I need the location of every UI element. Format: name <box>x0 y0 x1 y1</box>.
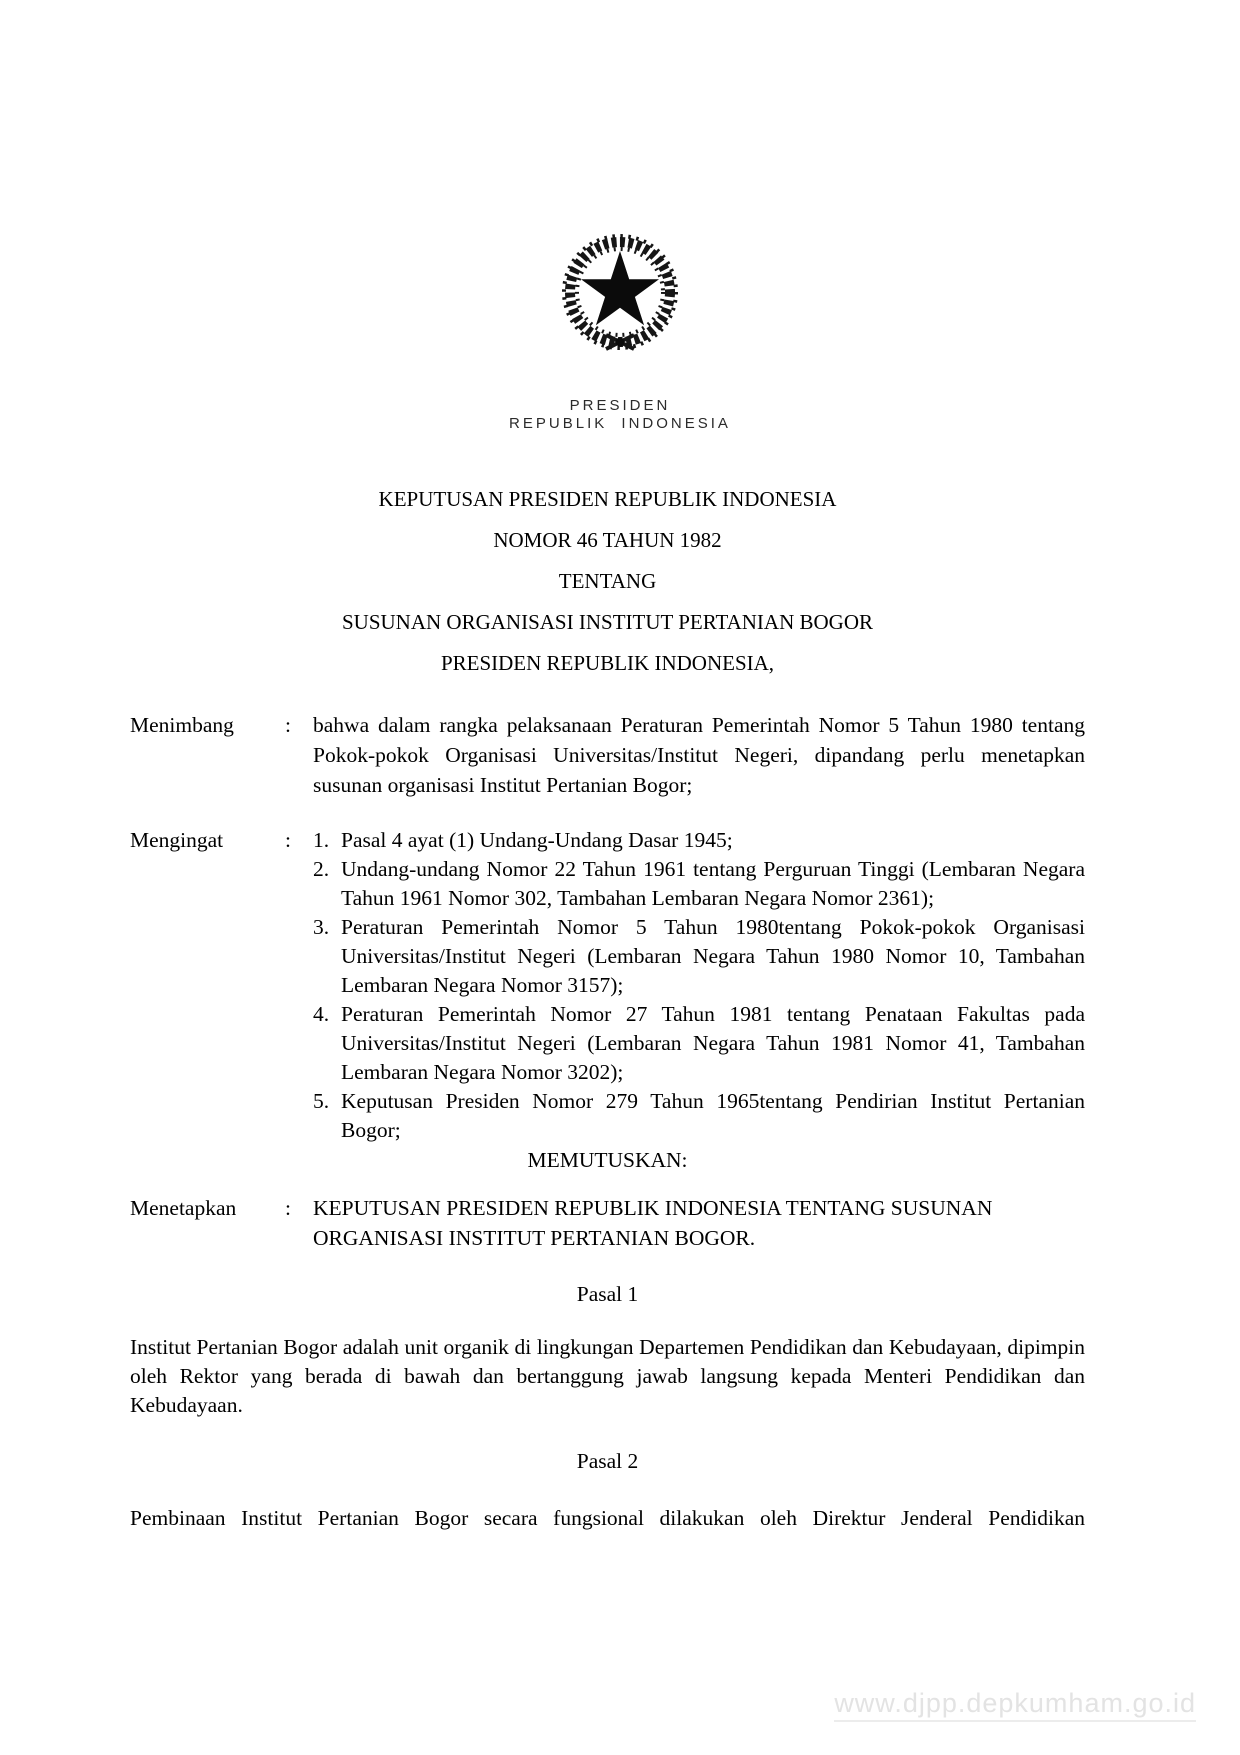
menimbang-colon: : <box>285 713 291 737</box>
watermark-url: www.djpp.depkumham.go.id <box>834 1688 1196 1722</box>
presidential-emblem <box>545 222 695 377</box>
menimbang-text: bahwa dalam rangka pelaksanaan Peraturan Pemerintah Nomor 5 Tahun 1980 tentang Pokok-pokok Organisasi Universitas/Institut Negeri, dipandang perlu menetapkan susunan organisasi Institut Pertanian Bogor; <box>313 713 1085 797</box>
mengingat-label: Mengingat <box>130 828 224 852</box>
letterhead-presiden: PRESIDEN <box>569 397 671 414</box>
decree-subject: SUSUNAN ORGANISASI INSTITUT PERTANIAN BOGOR <box>341 610 874 634</box>
menimbang-section <box>130 710 1085 800</box>
mengingat-section <box>130 826 1085 1145</box>
decree-title: KEPUTUSAN PRESIDEN REPUBLIK INDONESIA <box>378 487 837 511</box>
pasal-body: Pembinaan Institut Pertanian Bogor secara fungsional dilakukan oleh Direktur Jenderal Pendidikan <box>130 1506 1085 1530</box>
pasal-heading: Pasal 1 <box>576 1282 639 1306</box>
list-item <box>313 913 1085 1000</box>
list-item-number: 3. <box>313 915 330 939</box>
decree-issuer: PRESIDEN REPUBLIK INDONESIA, <box>440 651 775 675</box>
mengingat-list <box>313 826 1085 1145</box>
list-item-text: Keputusan Presiden Nomor 279 Tahun 1965tentang Pendirian Institut Pertanian Bogor; <box>341 1089 1085 1142</box>
pasal-body: Institut Pertanian Bogor adalah unit organik di lingkungan Departemen Pendidikan dan Kebudayaan, dipimpin oleh Rektor yang berada di bawah dan bertanggung jawab langsung kepada Menteri Pendidikan dan Kebudayaan. <box>130 1335 1085 1417</box>
article-pasal-2 <box>130 1446 1085 1533</box>
menetapkan-text: KEPUTUSAN PRESIDEN REPUBLIK INDONESIA TENTANG SUSUNAN ORGANISASI INSTITUT PERTANIAN BOGOR. <box>313 1196 993 1250</box>
list-item-number: 2. <box>313 857 330 881</box>
title-block <box>130 479 1085 684</box>
decree-tentang: TENTANG <box>558 569 657 593</box>
list-item-text: Undang-undang Nomor 22 Tahun 1961 tentang Perguruan Tinggi (Lembaran Negara Tahun 1961 Nomor 302, Tambahan Lembaran Negara Nomor 2361); <box>341 857 1085 910</box>
memutuskan-heading: MEMUTUSKAN: <box>527 1148 688 1172</box>
list-item-number: 5. <box>313 1089 330 1113</box>
menetapkan-section <box>130 1193 1085 1253</box>
list-item <box>313 855 1085 913</box>
letterhead-republik-indonesia: REPUBLIK INDONESIA <box>509 415 731 432</box>
star-wreath-seal-icon <box>545 222 695 372</box>
article-pasal-1 <box>130 1279 1085 1420</box>
list-item <box>313 1087 1085 1145</box>
decree-number: NOMOR 46 TAHUN 1982 <box>493 528 722 552</box>
pasal-heading: Pasal 2 <box>576 1449 639 1473</box>
list-item-text: Peraturan Pemerintah Nomor 27 Tahun 1981 tentang Penataan Fakultas pada Universitas/Institut Negeri (Lembaran Negara Tahun 1981 Nomor 41, Tambahan Lembaran Negara Nomor 3202); <box>341 1002 1085 1084</box>
menimbang-label: Menimbang <box>130 713 234 737</box>
list-item <box>313 1000 1085 1087</box>
list-item <box>313 826 1085 855</box>
list-item-text: Pasal 4 ayat (1) Undang-Undang Dasar 1945; <box>341 828 733 852</box>
menetapkan-colon: : <box>285 1196 291 1220</box>
list-item-number: 1. <box>313 828 330 852</box>
mengingat-colon: : <box>285 828 291 852</box>
list-item-text: Peraturan Pemerintah Nomor 5 Tahun 1980tentang Pokok-pokok Organisasi Universitas/Institut Negeri (Lembaran Negara Tahun 1980 Nomor 10, Tambahan Lembaran Negara Nomor 3157); <box>341 915 1085 997</box>
list-item-number: 4. <box>313 1002 330 1026</box>
menetapkan-label: Menetapkan <box>130 1196 237 1220</box>
document-body <box>130 479 1085 1533</box>
letterhead <box>0 397 1240 433</box>
